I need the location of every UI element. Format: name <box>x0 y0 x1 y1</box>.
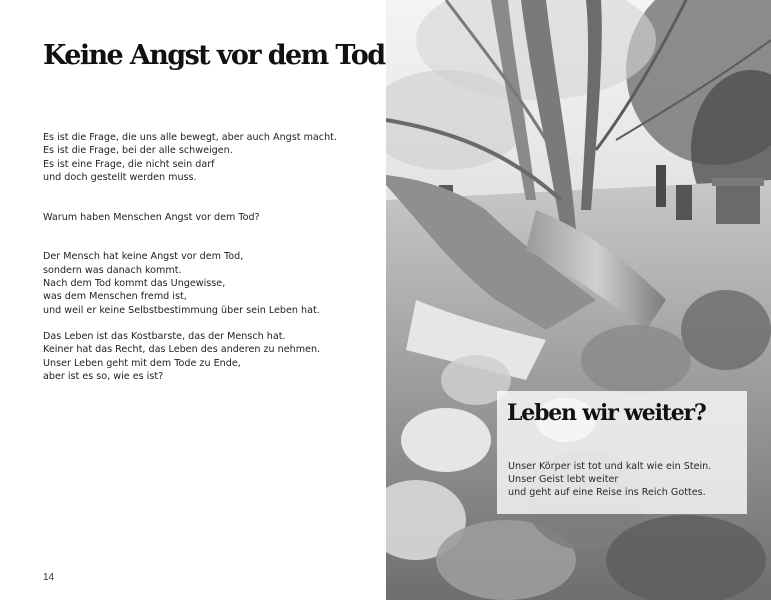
poem-text <box>43 131 363 383</box>
caption-title: Leben wir weiter? <box>507 400 706 426</box>
text-line: Nach dem Tod kommt das Ungewisse, <box>43 278 226 290</box>
paragraph-gap <box>43 184 363 211</box>
page-title: Keine Angst vor dem Tod <box>43 40 385 71</box>
caption-box <box>497 391 747 514</box>
text-line: Keiner hat das Recht, das Leben des anderen zu nehmen. <box>43 344 321 356</box>
paragraph <box>43 211 363 224</box>
text-line: Unser Leben geht mit dem Tode zu Ende, <box>43 357 241 369</box>
text-line: und doch gestellt werden muss. <box>43 171 197 183</box>
caption-text <box>508 460 711 499</box>
text-line: Der Mensch hat keine Angst vor dem Tod, <box>43 251 244 263</box>
text-line: was dem Menschen fremd ist, <box>43 291 187 303</box>
caption-line: Unser Körper ist tot und kalt wie ein Stein. <box>508 461 712 472</box>
paragraph-gap <box>43 224 363 250</box>
text-line: Es ist die Frage, bei der alle schweigen. <box>43 145 233 157</box>
text-line: Es ist eine Frage, die nicht sein darf <box>43 158 215 170</box>
text-line: sondern was danach kommt. <box>43 264 182 276</box>
caption-line: und geht auf eine Reise ins Reich Gottes. <box>508 487 706 498</box>
paragraph <box>43 131 363 184</box>
text-line: Es ist die Frage, die uns alle bewegt, aber auch Angst macht. <box>43 132 337 143</box>
paragraph-gap <box>43 317 363 330</box>
paragraph <box>43 250 363 316</box>
text-line: aber ist es so, wie es ist? <box>43 370 164 382</box>
page-number: 14 <box>43 572 55 583</box>
text-line: Warum haben Menschen Angst vor dem Tod? <box>43 212 260 224</box>
paragraph <box>43 330 363 383</box>
text-line: Das Leben ist das Kostbarste, das der Mensch hat. <box>43 330 286 342</box>
text-line: und weil er keine Selbstbestimmung über sein Leben hat. <box>43 304 320 316</box>
caption-line: Unser Geist lebt weiter <box>508 474 619 485</box>
